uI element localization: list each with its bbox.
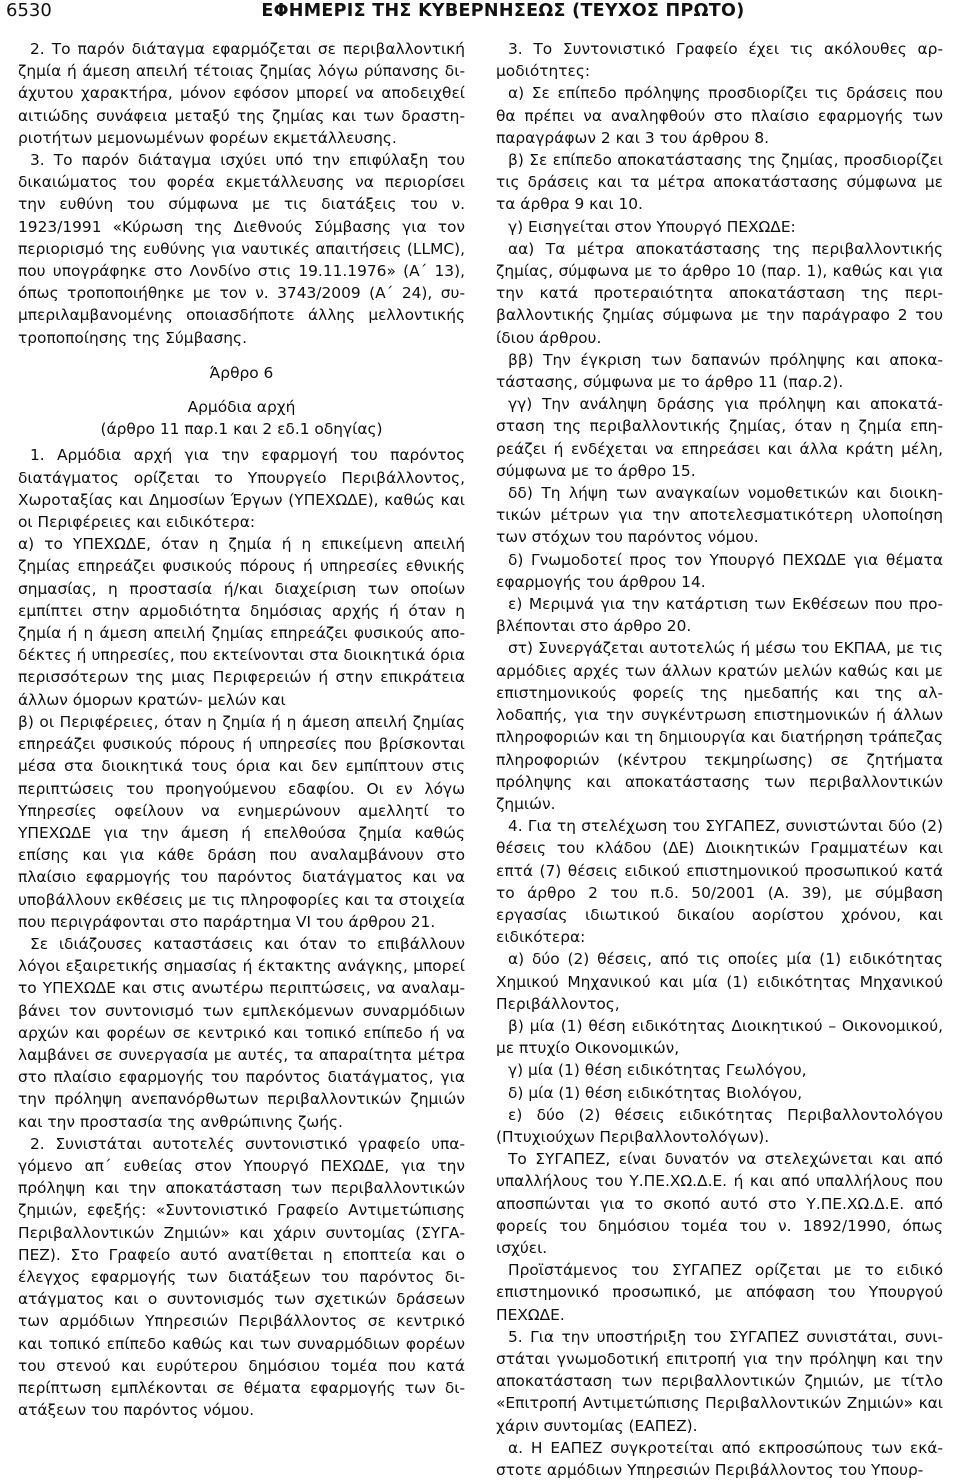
paragraph-staffing: Το ΣΥΓΑΠΕΖ, είναι δυνατόν να στελεχώνεται και από υπαλλήλους του Υ.ΠΕ.ΧΩ.Δ.Ε. ή και από υπαλλήλους που αποσπώνται για το σκοπό αυτό στο Υ.ΠΕ.ΧΩ.Δ.Ε. από φορείς του δημόσιου τομέα του ν. 1892/1990, όπως ισχύει. — [496, 1150, 943, 1257]
paragraph-6-1b: β) οι Περιφέρειες, όταν η ζημία ή η άμεση απειλή ζημίας επηρεάζει φυσικούς πόρους ή υπηρεσίες που βρίσκονται μέσα στα διοικητικά τους όρια και δεν εμπίπτουν στις περιπτώσεις του προηγούμενου εδαφίου. Οι εν λόγω Υπηρεσίες οφείλουν να ενημερώνουν αμελλητί το ΥΠΕΧΩΔΕ για την άμεση ή επελθούσα ζημία καθώς επίσης και για κάθε δράση που αναλαμβάνουν στο πλαίσιο εφαρμογής του παρόντος διατάγματος και να υποβάλλουν εκθέσεις με τις πληροφορίες και τα στοιχεία που περιγράφονται στο παράρτημα VI του άρθρου 21. — [18, 712, 465, 931]
paragraph-6-3st: στ) Συνεργάζεται αυτοτελώς ή μέσω του ΕΚΠΑΑ, με τις αρμόδιες αρχές των άλλων κρατών μελών καθώς και με επιστημονικούς φορείς της ημεδαπής και της αλλοδαπής, για την συγκέντρωση επιστημονικών ή άλλων πληροφοριών και τη δημιουργία και διατήρηση τράπεζας πληροφοριών (κέντρου τεκμηρίωσης) σε ζητήματα πρόληψης και αποκατάστασης των περιβαλλοντικών ζημιών. — [496, 639, 943, 813]
paragraph-6-3b: β) Σε επίπεδο αποκατάστασης της ζημίας, προσδιορίζει τις δράσεις και τα μέτρα αποκατάστασης σύμφωνα με τα άρθρα 9 και 10. — [496, 151, 943, 214]
paragraph-6-3a: α) Σε επίπεδο πρόληψης προσδιορίζει τις δράσεις που θα πρέπει να αναληφθούν στο πλαίσιο εφαρμογής των παραγράφων 2 και 3 του άρθρου 8. — [496, 84, 943, 147]
paragraph-6-4e: ε) δύο (2) θέσεις ειδικότητας Περιβαλλοντολόγου (Πτυχιούχων Περιβαλλοντολόγων). — [496, 1105, 943, 1146]
paragraph-6-3c-bb: ββ) Την έγκριση των δαπανών πρόληψης και αποκατάστασης, σύμφωνα με το άρθρο 11 (παρ.2). — [496, 350, 943, 392]
paragraph-6-3c-dd: δδ) Τη λήψη των αναγκαίων νομοθετικών και διοικητικών μέτρων για την αποτελεσματικότερη υλοποίηση των στόχων του παρόντος νόμου. — [496, 484, 943, 547]
paragraph-head: Προϊστάμενος του ΣΥΓΑΠΕΖ ορίζεται με το ειδικό επιστημονικό προσωπικό, με απόφαση του Υπουργού ΠΕΧΩΔΕ. — [496, 1261, 943, 1324]
right-column — [496, 38, 943, 1481]
paragraph-6-3: 3. Το Συντονιστικό Γραφείο έχει τις ακόλουθες αρμοδιότητες: — [496, 40, 943, 81]
page-header — [6, 0, 954, 28]
paragraph-6-4d: δ) μία (1) θέση ειδικότητας Βιολόγου, — [508, 1083, 803, 1102]
paragraph-6-5a: α. Η ΕΑΠΕΖ συγκροτείται από εκπροσώπους των εκάστοτε αρμόδιων Υπηρεσιών Περιβάλλοντος του Υπουρ- — [496, 1438, 943, 1479]
paragraph-6-5: 5. Για την υποστήριξη του ΣΥΓΑΠΕΖ συνιστάται, συνιστάται γνωμοδοτική επιτροπή για την πρόληψη και την αποκατάσταση των περιβαλλοντικών ζημιών, με τίτλο «Επιτροπή Αντιμετώπισης Περιβαλλοντικών Ζημιών» και χάριν συντομίας (ΕΑΠΕΖ). — [496, 1327, 943, 1435]
gazette-title: ΕΦΗΜΕΡΙΣ ΤΗΣ ΚΥΒΕΡΝΗΣΕΩΣ (ΤΕΥΧΟΣ ΠΡΩΤΟ) — [261, 1, 745, 21]
paragraph-6-3c: γ) Εισηγείται στον Υπουργό ΠΕΧΩΔΕ: — [508, 217, 796, 236]
paragraph-6-4c: γ) μία (1) θέση ειδικότητας Γεωλόγου, — [508, 1061, 807, 1080]
left-column — [18, 38, 465, 1421]
page-number: 6530 — [6, 0, 52, 21]
paragraph-6-4b: β) μία (1) θέση ειδικότητας Διοικητικού – Οικονομικού, με πτυχίο Οικονομικών, — [496, 1016, 943, 1058]
paragraph-6-4: 4. Για τη στελέχωση του ΣΥΓΑΠΕΖ, συνιστώνται δύο (2) θέσεις του κλάδου (ΔΕ) Διοικητικών Γραμματέων και επτά (7) θέσεις ειδικού επιστημονικού προσωπικού κατά το άρθρο 2 του π.δ. 50/2001 (Α. 39), με σύμβαση εργασίας ιδιωτικού δικαίου αορίστου χρόνου, και ειδικότερα: — [496, 817, 943, 947]
paragraph-6-1: 1. Αρμόδια αρχή για την εφαρμογή του παρόντος διατάγματος ορίζεται το Υπουργείο Περιβάλλοντος, Χωροταξίας και Δημοσίων Έργων (ΥΠΕΧΩΔΕ), καθώς και οι Περιφέρειες και ειδικότερα: — [18, 446, 465, 532]
article-subtitle: (άρθρο 11 παρ.1 και 2 εδ.1 οδηγίας) — [100, 420, 383, 439]
paragraph-6-3c-gg: γγ) Την ανάληψη δράσης για πρόληψη και αποκατάσταση της περιβαλλοντικής ζημίας, όταν η ζημία επηρεάζει ή ενδέχεται να επηρεάσει και άλλα κράτη μέλη, σύμφωνα με το άρθρο 15. — [496, 395, 943, 480]
paragraph-6-4a: α) δύο (2) θέσεις, από τις οποίες μία (1) ειδικότητας Χημικού Μηχανικού και μία (1) ειδικότητας Μηχανικού Περιβάλλοντος, — [496, 950, 943, 1013]
paragraph-6-3e: ε) Μεριμνά για την κατάρτιση των Εκθέσεων που προβλέπονται στο άρθρο 20. — [496, 595, 943, 636]
paragraph-5-2: 2. Το παρόν διάταγμα εφαρμόζεται σε περιβαλλοντική ζημία ή άμεση απειλή τέτοιας ζημίας λόγω ρύπανσης διάχυτου χαρακτήρα, μόνον εφόσον μπορεί να αποδειχθεί αιτιώδης συνάφεια μεταξύ της ζημίας και των δραστηριοτήτων μεμονωμένων φορέων εκμετάλλευσης. — [18, 40, 465, 147]
paragraph-6-3d: δ) Γνωμοδοτεί προς τον Υπουργό ΠΕΧΩΔΕ για θέματα εφαρμογής του άρθρου 14. — [496, 550, 943, 591]
paragraph-5-3: 3. Το παρόν διάταγμα ισχύει υπό την επιφύλαξη του δικαιώματος του φορέα εκμετάλλευσης να περιορίσει την ευθύνη του σύμφωνα με τις διατάξεις του ν. 1923/1991 «Κύρωση της Διεθνούς Σύμβασης για τον περιορισμό της ευθύνης για ναυτικές απαιτήσεις (LLMC), που υπογράφηκε στο Λονδίνο στις 19.11.1976» (Α΄ 13), όπως τροποποιήθηκε με τον ν. 3743/2009 (Α΄ 24), συμπεριλαμβανομένης οποιασδήποτε άλλης μελλοντικής τροποποίησης της Σύμβασης. — [18, 151, 465, 347]
paragraph-6-1a: α) το ΥΠΕΧΩΔΕ, όταν η ζημία ή η επικείμενη απειλή ζημίας επηρεάζει φυσικούς πόρους ή υπηρεσίες εθνικής σημασίας, η προστασία ή/και διαχείριση των οποίων εμπίπτει στην αρμοδιότητα δημόσιας αρχής ή όταν η ζημία ή η άμεση απειλή ζημίας επηρεάζει φυσικούς αποδέκτες ή υπηρεσίες, που εκτείνονται στα διοικητικά όρια περισσότερων της μιας Περιφερειών ή στην επικράτεια άλλων όμορων κρατών- μελών και — [18, 535, 465, 709]
paragraph-6-2: 2. Συνιστάται αυτοτελές συντονιστικό γραφείο υπαγόμενο απ΄ ευθείας στον Υπουργό ΠΕΧΩΔΕ, για την πρόληψη και την αποκατάσταση των περιβαλλοντικών ζημιών, εφεξής: «Συντονιστικό Γραφείο Αντιμετώπισης Περιβαλλοντικών Ζημιών» και χάριν συντομίας (ΣΥΓΑΠΕΖ). Στο Γραφείο αυτό ανατίθεται η εποπτεία και ο έλεγχος εφαρμογής των διατάξεων του παρόντος διατάγματος και ο συντονισμός των σχετικών δράσεων των αρμόδιων Υπηρεσιών Περιβάλλοντος σε κεντρικό και τοπικό επίπεδο καθώς και των συναρμόδιων φορέων του στενού και ευρύτερου δημόσιου τομέα που κατά περίπτωση εμπλέκονται σε θέματα εφαρμογής των διατάξεων του παρόντος νόμου. — [18, 1134, 465, 1420]
paragraph-6-3c-aa: αα) Τα μέτρα αποκατάστασης της περιβαλλοντικής ζημίας, σύμφωνα με το άρθρο 10 (παρ. 1), καθώς και για την κατά προτεραιότητα αποκατάσταση της περιβαλλοντικής ζημίας σύμφωνα με την παράγραφο 2 του ίδιου άρθρου. — [496, 239, 943, 347]
article-title: Αρμόδια αρχή — [187, 398, 296, 417]
article-heading: Άρθρο 6 — [209, 363, 274, 382]
paragraph-special-cases: Σε ιδιάζουσες καταστάσεις και όταν το επιβάλλουν λόγοι εξαιρετικής σημασίας ή έκτακτης ανάγκης, μπορεί το ΥΠΕΧΩΔΕ και στις ανωτέρω περιπτώσεις, να αναλαμβάνει τον συντονισμό των εμπλεκόμενων συναρμόδιων αρχών και φορέων σε κεντρικό και τοπικό επίπεδο ή να λαμβάνει σε συνεργασία με αυτές, τα απαραίτητα μέτρα στο πλαίσιο εφαρμογής του παρόντος διατάγματος, για την πρόληψη ανεπανόρθωτων περιβαλλοντικών ζημιών και την προστασία της ανθρώπινης ζωής. — [18, 934, 465, 1131]
